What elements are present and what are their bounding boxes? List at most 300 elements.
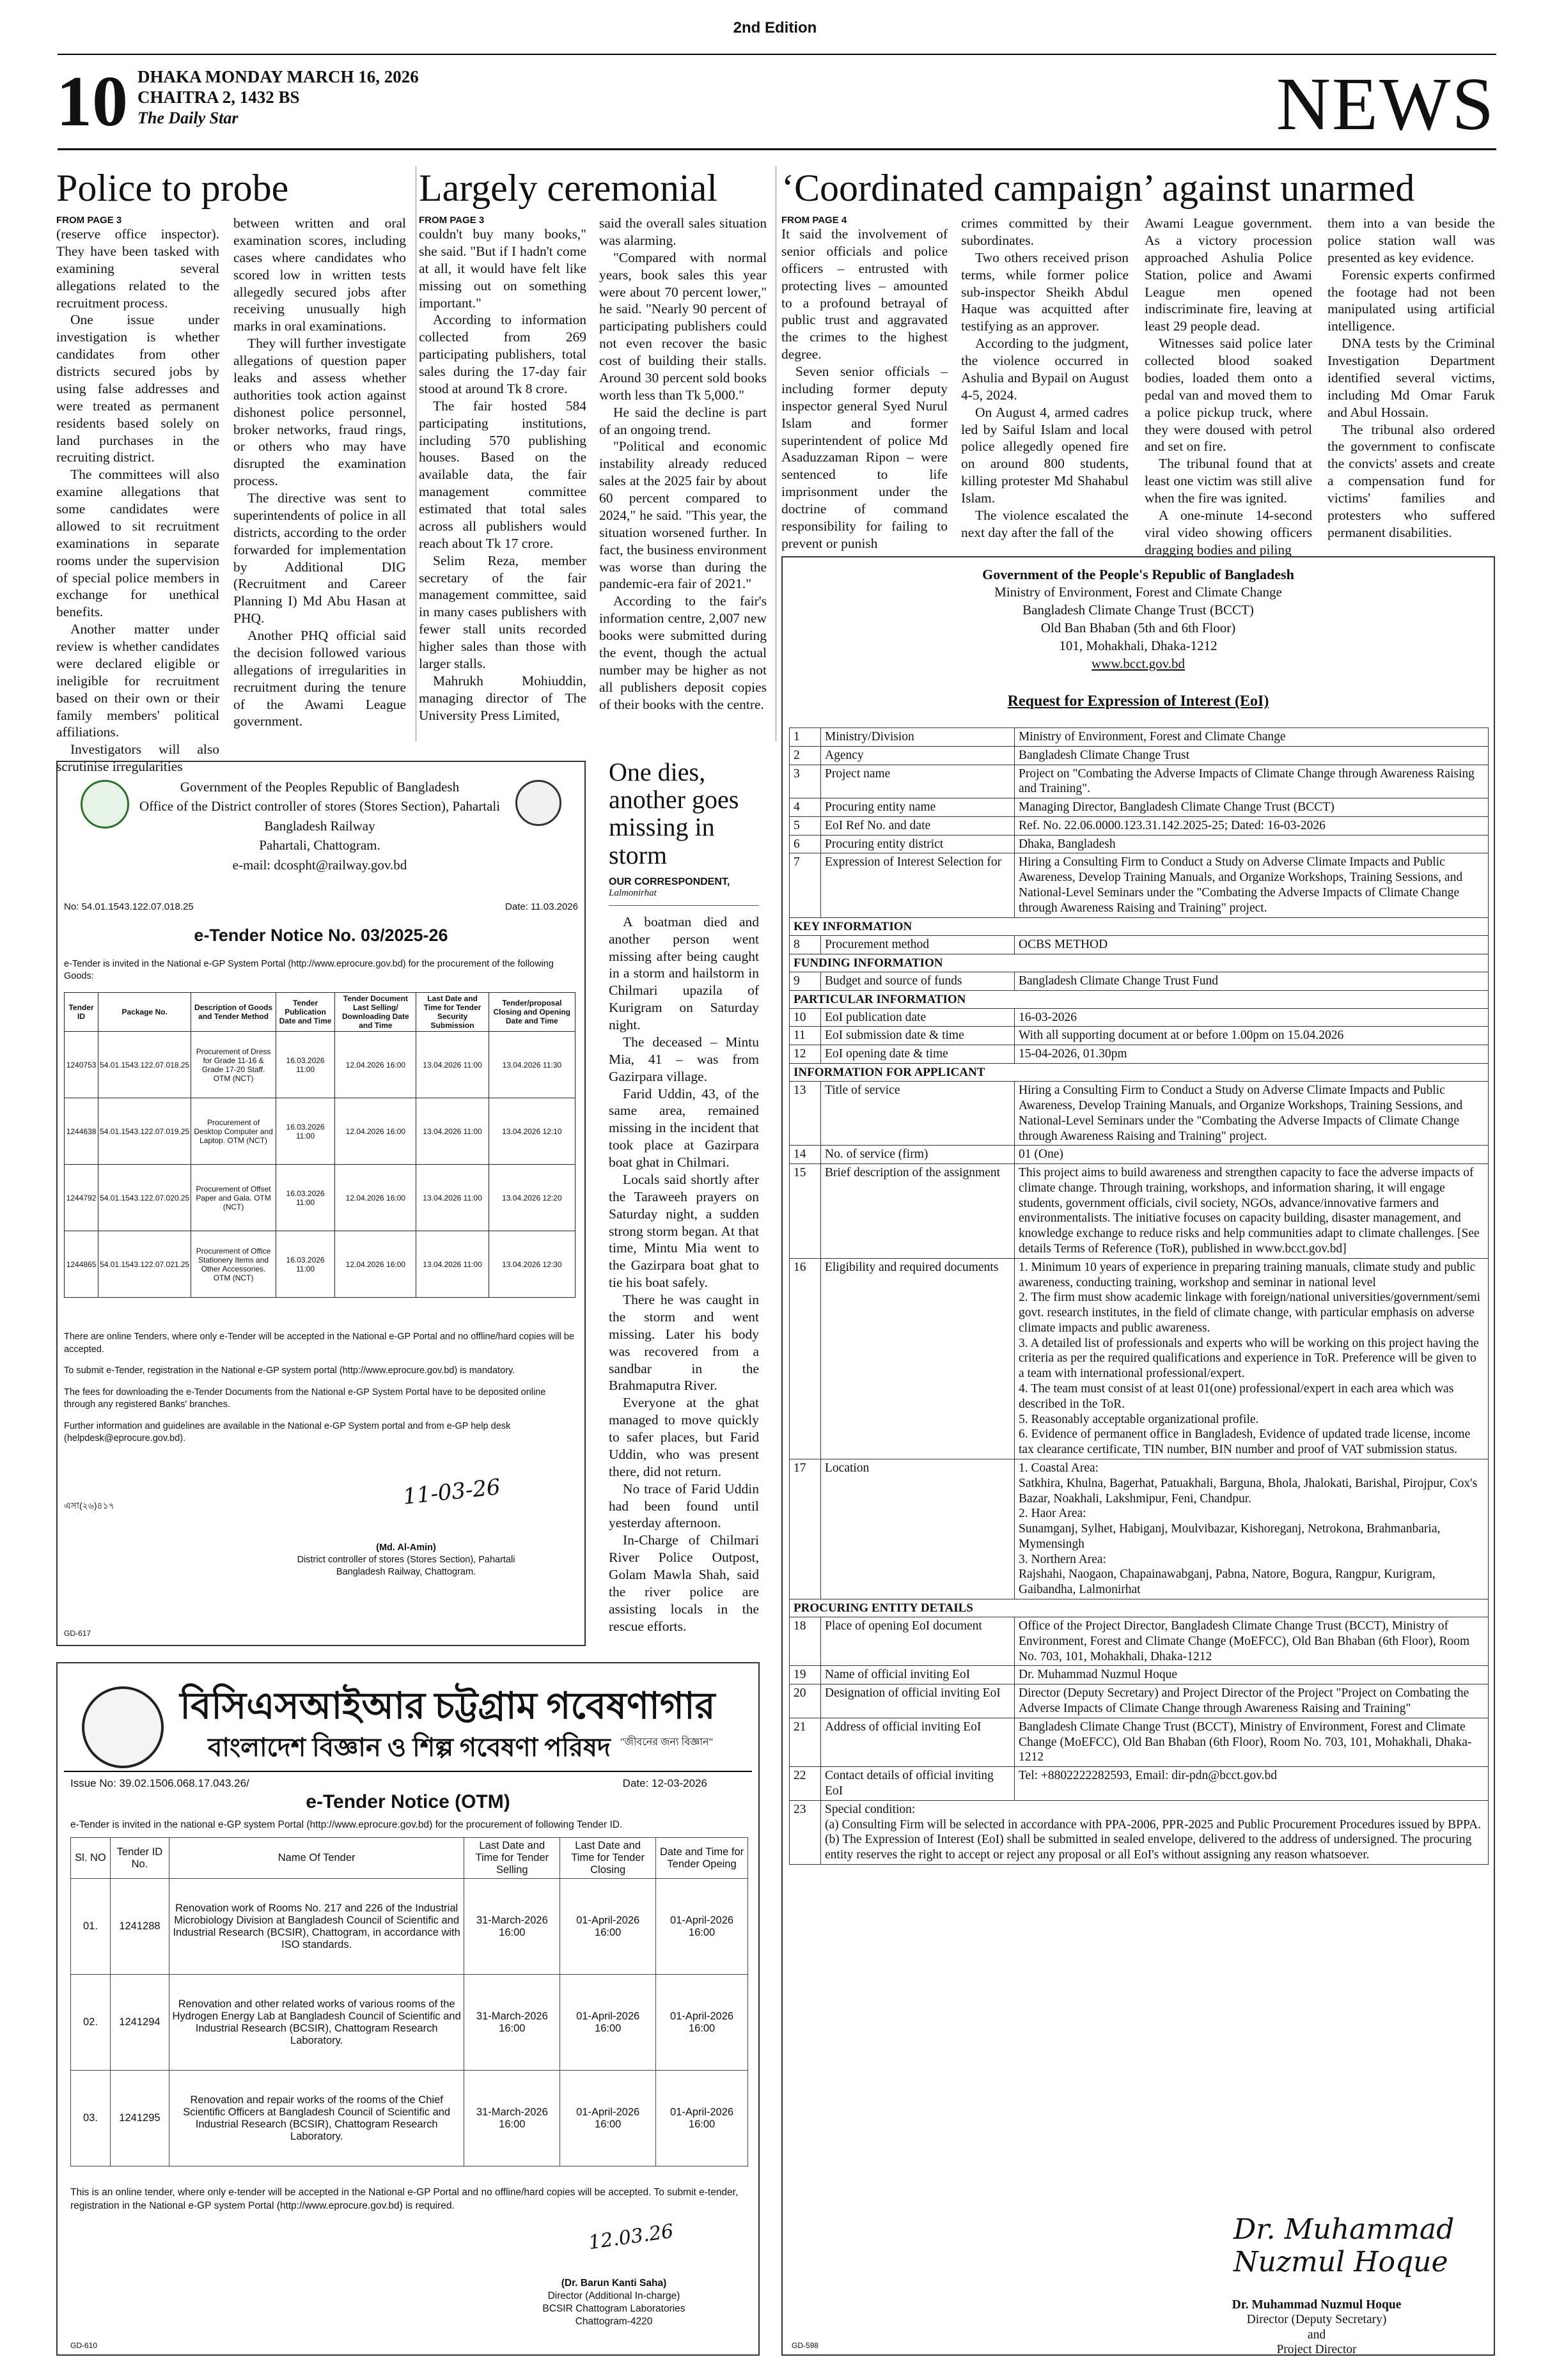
railway-note3: The fees for downloading the e-Tender Documents from the National e-GP System Portal have to be deposited online through any registered Banks' branches.: [64, 1387, 546, 1410]
railway-ad-header: [128, 777, 512, 875]
row-label: Procuring entity name: [821, 798, 1015, 817]
railway-note4: Further information and guidelines are available in the National e-GP System portal and from e-GP help desk (helpdesk@eprocure.gov.bd).: [64, 1420, 511, 1444]
railway-signatory-name: (Md. Al-Amin): [376, 1543, 436, 1553]
row-label: Ministry/Division: [821, 728, 1015, 747]
row-number: 5: [790, 816, 821, 835]
row-value: Office of the Project Director, Bangladesh Climate Change Trust (BCCT), Ministry of Environment, Forest and Climate Change (MoEFCC), Old Ban Bhaban (6th Floor), Room No. 703, 101, Mohakhali, Dhaka-1212: [1015, 1617, 1489, 1666]
bcsir-signature: 12.03.26: [587, 2220, 675, 2255]
paragraph: A one-minute 14-second viral video showing officers dragging bodies and piling: [1145, 507, 1312, 557]
row-number: 19: [790, 1666, 821, 1684]
paragraph: The violence escalated the next day after the fall of the: [961, 507, 1129, 540]
paragraph: On August 4, armed cadres led by Saiful Islam and local police allegedly opened fire on around 800 students, killing protester Md Shahabul Islam.: [961, 404, 1129, 506]
bangla-date-line: CHAITRA 2, 1432 BS: [137, 88, 300, 107]
table-cell: 1241294: [110, 1975, 169, 2071]
table-header-row: [71, 1838, 748, 1879]
story1-col1: [56, 215, 219, 775]
table-cell: 13.04.2026 11:00: [416, 1231, 489, 1298]
paragraph: Investigators will also scrutinise irregularities: [56, 742, 219, 775]
table-header-cell: Description of Goods and Tender Method: [191, 993, 276, 1032]
table-row: [790, 972, 1489, 990]
row-number: 11: [790, 1027, 821, 1045]
row-label: Project name: [821, 765, 1015, 798]
section-header-row: [790, 990, 1489, 1008]
railway-head3: Bangladesh Railway: [264, 818, 375, 834]
row-label: Place of opening EoI document: [821, 1617, 1015, 1666]
section-header: KEY INFORMATION: [790, 917, 1489, 935]
paragraph: According to the fair's information centre, 2,007 new books were submitted during the event, though the actual number may be higher as not all publishers deposit copies of their books with the centre.: [599, 593, 767, 712]
table-row: [790, 1800, 1489, 1864]
table-cell: 13.04.2026 11:00: [416, 1098, 489, 1165]
table-row: [790, 835, 1489, 853]
row-label: Address of official inviting EoI: [821, 1718, 1015, 1766]
bcsir-issue-no: Issue No: 39.02.1506.068.17.043.26/: [70, 1777, 249, 1789]
table-cell: 03.: [71, 2071, 111, 2166]
table-row: [790, 765, 1489, 798]
table-cell: 16.03.2026 11:00: [276, 1032, 334, 1098]
section-header: PARTICULAR INFORMATION: [790, 990, 1489, 1008]
list-line: Satkhira, Khulna, Bagerhat, Patuakhali, Barguna, Bhola, Jhalokati, Barishal, Pirojpur, Cox's Bazar, Noakhali, Lakshmipur, Feni, Chandpur.: [1019, 1476, 1478, 1505]
bcsir-rule: [64, 1771, 752, 1772]
table-cell: 13.04.2026 11:30: [489, 1032, 575, 1098]
bcsir-signatory-title3: Chattogram-4220: [575, 2316, 653, 2328]
section-header-row: [790, 1599, 1489, 1617]
bcsir-subtitle-bn: বাংলাদেশ বিজ্ঞান ও শিল্প গবেষণা পরিষদ: [208, 1733, 611, 1762]
table-header-cell: Tender Publication Date and Time: [276, 993, 334, 1032]
railway-signatory: [214, 1542, 598, 1578]
story4: [609, 758, 759, 1635]
railway-date: Date: 11.03.2026: [505, 901, 578, 912]
paragraph: No trace of Farid Uddin had been found until yesterday afternoon.: [609, 1481, 759, 1531]
eoi-gd-code: GD-598: [792, 2341, 819, 2350]
paragraph: Awami League government. As a victory procession approached Ashulia Police Station, police and Awami League men opened indiscriminate fire, leaving at least 29 people dead.: [1145, 215, 1312, 334]
condition-line: (b) The Expression of Interest (EoI) shall be submitted in sealed envelope, delivered to the address of undersigned. The procuring entity reserves the right to accept or reject any proposal or all EoI's without assigning any reason whatsoever.: [825, 1833, 1472, 1862]
list-line: Rajshahi, Naogaon, Chapainawabganj, Pabna, Natore, Bogura, Rangpur, Kurigram, Gaibandha, Lalmonirhat: [1019, 1567, 1436, 1597]
table-cell: Renovation and repair works of the rooms of the Chief Scientific Officers at Bangladesh Council of Scientific and Industrial Research (BCSIR), Chattogram Research Laboratory.: [169, 2071, 464, 2166]
table-cell: 1240753: [65, 1032, 98, 1098]
table-header-cell: Date and Time for Tender Opeing: [656, 1838, 748, 1879]
bcsir-gd-code: GD-610: [70, 2341, 98, 2350]
table-cell: 01-April-2026 16:00: [656, 1975, 748, 2071]
row-value: Dhaka, Bangladesh: [1015, 835, 1489, 853]
paragraph: Seven senior officials – including former deputy inspector general Syed Nurul Islam and former superintendent of police Md Asaduzzaman Ripon – were sentenced to life imprisonment under the doctrine of command responsibility for failing to prevent or punish: [781, 364, 948, 551]
story3-from: FROM PAGE 4: [781, 215, 847, 226]
railway-tender-ad: [56, 761, 586, 1646]
row-label: Eligibility and required documents: [821, 1258, 1015, 1459]
paragraph: In-Charge of Chilmari River Police Outpost, Golam Mawla Shah, said the river police are assisting locals in the rescue efforts.: [609, 1532, 759, 1634]
top-rule: [58, 54, 1496, 55]
paragraph: Witnesses said police later collected blood soaked bodies, loaded them onto a pedal van and moved them to a police pickup truck, where they were doused with petrol and set on fire.: [1145, 336, 1312, 455]
row-number: 18: [790, 1617, 821, 1666]
row-label: Title of service: [821, 1082, 1015, 1146]
bcsir-signatory: [467, 2277, 761, 2329]
paragraph: Selim Reza, member secretary of the fair management committee, said in many cases publishers with fewer stall units recorded higher sales than those with larger stalls.: [419, 552, 586, 671]
govt-emblem-icon: [81, 780, 129, 828]
railway-memo-no: No: 54.01.1543.122.07.018.25: [64, 901, 194, 912]
row-value: Bangladesh Climate Change Trust (BCCT), Ministry of Environment, Forest and Climate Change (MoEFCC), Old Ban Bhaban (6th Floor), Room No. 703, 101, Mohakhali, Dhaka-1212: [1015, 1718, 1489, 1766]
eoi-head4: Old Ban Bhaban (5th and 6th Floor): [1040, 620, 1236, 636]
row-value: Hiring a Consulting Firm to Conduct a Study on Adverse Climate Impacts and Public Awareness, Develop Training Manuals, and Organize Workshops, Training Sessions, and National-Level Seminars under the "Combating the Adverse Impacts of Climate Change through Awareness Raising and Training" project.: [1015, 853, 1489, 917]
table-header-cell: Last Date and Time for Tender Selling: [464, 1838, 560, 1879]
story3-col4-text: [1327, 215, 1495, 541]
paragraph: "Compared with normal years, book sales this year were about 70 percent lower," he said. "Nearly 90 percent of participating publishers could not even recover the basic cost of building their stalls. Around 30 percent sold books worth less than Tk 5,000.": [599, 249, 767, 403]
paragraph: Forensic experts confirmed the footage had not been manipulated using artificial intelligence.: [1327, 267, 1495, 334]
table-row: [790, 1146, 1489, 1164]
table-cell: 1244792: [65, 1165, 98, 1231]
table-cell: Procurement of Office Stationery Items and Other Accessories. OTM (NCT): [191, 1231, 276, 1298]
row-number: 20: [790, 1684, 821, 1718]
table-header-cell: Tender ID No.: [110, 1838, 169, 1879]
row-value: 01 (One): [1015, 1146, 1489, 1164]
section-header: FUNDING INFORMATION: [790, 954, 1489, 972]
table-row: [790, 1258, 1489, 1459]
railway-signatory-title2: Bangladesh Railway, Chattogram.: [336, 1566, 476, 1577]
row-label: Procuring entity district: [821, 835, 1015, 853]
row-number: 15: [790, 1164, 821, 1259]
table-row: [790, 1617, 1489, 1666]
table-row: [790, 1718, 1489, 1766]
bcsir-tender-title: e-Tender Notice (OTM): [306, 1791, 510, 1812]
section-header-row: [790, 1064, 1489, 1082]
eoi-header: [783, 565, 1494, 673]
story4-dateline: Lalmonirhat: [609, 887, 657, 898]
table-row: [790, 798, 1489, 817]
eoi-head3: Bangladesh Climate Change Trust (BCCT): [1022, 602, 1254, 618]
table-row: [65, 1165, 575, 1231]
table-row: [65, 1098, 575, 1165]
table-row: [65, 1032, 575, 1098]
paragraph: It said the involvement of senior officials and police officers – entrusted with protecting lives – amounted to a profound betrayal of public trust and aggravated the crimes to the highest degree.: [781, 226, 948, 362]
paragraph: between written and oral examination scores, including cases where candidates who scored low in written tests allegedly secured jobs after receiving unusually high marks in oral examinations.: [233, 215, 406, 334]
eoi-head5: 101, Mohakhali, Dhaka-1212: [1059, 638, 1217, 654]
railway-intro: e-Tender is invited in the National e-GP System Portal (http://www.eprocure.gov.bd) for the procurement of the following Goods:: [64, 959, 554, 981]
row-value: OCBS METHOD: [1015, 935, 1489, 954]
paragraph: They will further investigate allegations of question paper leaks and assess whether authorities took action against dishonest police personnel, broker networks, fraud rings, or others who may have disrupted the examination process.: [233, 336, 406, 489]
row-value: Director (Deputy Secretary) and Project Director of the Project "Project on Combating the Adverse Impacts of Climate Change through Awareness Raising and Training": [1015, 1684, 1489, 1718]
condition-line: (a) Consulting Firm will be selected in accordance with PPA-2006, PPR-2025 and Public Procurement Procedures issued by BPPA.: [825, 1817, 1481, 1832]
table-header-cell: Package No.: [98, 993, 191, 1032]
table-cell: 31-March-2026 16:00: [464, 1879, 560, 1975]
table-cell: 13.04.2026 12:30: [489, 1231, 575, 1298]
paragraph: Two others received prison terms, while former police sub-inspector Sheikh Abdul Haque was acquitted after testifying as an approver.: [961, 249, 1129, 334]
paper-name: The Daily Star: [137, 108, 239, 127]
story3-headline: ‘Coordinated campaign’ against unarmed: [781, 167, 1415, 209]
table-cell: Renovation work of Rooms No. 217 and 226 of the Industrial Microbiology Division at Bangladesh Council of Scientific and Industrial Research (BCSIR), Chattogram, in accordance with ISO standards.: [169, 1879, 464, 1975]
railway-tender-title: e-Tender Notice No. 03/2025-26: [194, 926, 448, 945]
railway-notes: [64, 1331, 575, 1445]
row-value: Bangladesh Climate Change Trust Fund: [1015, 972, 1489, 990]
paragraph: The committees will also examine allegations that some candidates were allowed to sit recruitment examinations in separate rooms under the supervision of special police members in exchange for unethical benefits.: [56, 467, 219, 620]
paragraph: them into a van beside the police station wall was presented as key evidence.: [1327, 215, 1495, 265]
section-header: INFORMATION FOR APPLICANT: [790, 1064, 1489, 1082]
masthead-rule: [58, 148, 1496, 150]
row-number: 8: [790, 935, 821, 954]
table-cell: 16.03.2026 11:00: [276, 1231, 334, 1298]
row-label: EoI submission date & time: [821, 1027, 1015, 1045]
story4-rule: [609, 905, 759, 906]
list-line: Sunamganj, Sylhet, Habiganj, Moulvibazar, Kishoreganj, Netrokona, Brahmanbaria, Mymensingh: [1019, 1522, 1441, 1551]
eoi-website-link[interactable]: www.bcct.gov.bd: [1092, 655, 1185, 671]
row-number: 22: [790, 1767, 821, 1801]
table-cell: 01-April-2026 16:00: [656, 1879, 748, 1975]
bcsir-date: Date: 12-03-2026: [622, 1777, 707, 1789]
table-row: [790, 746, 1489, 765]
condition-line: Special condition:: [825, 1802, 916, 1816]
eoi-signatory-name: Dr. Muhammad Nuzmul Hoque: [1232, 2298, 1402, 2312]
row-label: Designation of official inviting EoI: [821, 1684, 1015, 1718]
table-row: [65, 1231, 575, 1298]
table-cell: 01-April-2026 16:00: [560, 2071, 656, 2166]
table-header-cell: Last Date and Time for Tender Closing: [560, 1838, 656, 1879]
list-line: 6. Evidence of permanent office in Bangladesh, Evidence of updated trade license, income tax clearance certificate, TIN number, BIN number and proof of VAT submission status.: [1019, 1427, 1471, 1457]
bcsir-title-bn: বিসিএসআইআর চট্টগ্রাম গবেষণাগার: [180, 1685, 716, 1727]
table-header-cell: Name Of Tender: [169, 1838, 464, 1879]
list-line: 2. The firm must show academic linkage with foreign/national universities/government/semi govt. research institutes, in the field of climate change, with particular emphasis on adverse climate impacts and public awareness.: [1019, 1291, 1481, 1335]
paragraph: The tribunal found that at least one victim was still alive when the fire was ignited.: [1145, 456, 1312, 506]
table-cell: 13.04.2026 12:10: [489, 1098, 575, 1165]
section-title: NEWS: [1276, 62, 1495, 146]
edition-label: 2nd Edition: [733, 19, 817, 36]
table-cell: 31-March-2026 16:00: [464, 2071, 560, 2166]
row-label: EoI Ref No. and date: [821, 816, 1015, 835]
paragraph: Locals said shortly after the Taraweeh prayers on Saturday night, a sudden strong storm began. At that time, Mintu Mia went to the Gazirpara boat ghat to tie his boat safely.: [609, 1171, 759, 1291]
story1-headline: Police to probe: [56, 167, 289, 209]
row-value: Bangladesh Climate Change Trust: [1015, 746, 1489, 765]
story1-col2-text: [233, 215, 406, 730]
paragraph: The directive was sent to superintendents of police in all districts, according to the order forwarded for implementation by Additional DIG (Recruitment and Career Planning I) Md Abu Hasan at PHQ.: [233, 490, 406, 626]
story3-col1: [781, 215, 948, 552]
bcsir-signatory-title2: BCSIR Chattogram Laboratories: [542, 2303, 685, 2315]
story2-headline: Largely ceremonial: [419, 167, 717, 209]
railway-tender-table: [64, 992, 575, 1298]
row-number: 21: [790, 1718, 821, 1766]
table-row: [790, 1027, 1489, 1045]
bcsir-footer-note: This is an online tender, where only e-tender will be accepted in the National e-GP Portal and no offline/hard copies will be accepted. To submit e-tender, registration in the National e-GP system Portal (http://www.eprocure.gov.bd) is required.: [70, 2187, 739, 2211]
date-line: DHAKA MONDAY MARCH 16, 2026: [137, 67, 419, 86]
table-cell: 54.01.1543.122.07.018.25: [98, 1032, 191, 1098]
table-row: [71, 2071, 748, 2166]
bcsir-signatory-title1: Director (Additional In-charge): [547, 2291, 680, 2302]
bcsir-motto-bn: "জীবনের জন্য বিজ্ঞান": [620, 1737, 714, 1748]
paragraph: Another PHQ official said the decision followed various allegations of irregularities in recruitment during the tenure of the Awami League government.: [233, 628, 406, 729]
railway-gd-code: GD-617: [64, 1629, 91, 1638]
railway-ref-code: এসা(২৬)৪১৭: [64, 1500, 114, 1511]
story4-headline: One dies, another goes missing in storm: [609, 758, 739, 869]
table-cell: 13.04.2026 11:00: [416, 1165, 489, 1231]
paragraph: One issue under investigation is whether candidates from other districts secured jobs by using false addresses and were treated as permanent residents based solely on land purchases in the recruiting district.: [56, 312, 219, 465]
row-value: Managing Director, Bangladesh Climate Change Trust (BCCT): [1015, 798, 1489, 817]
row-label: Name of official inviting EoI: [821, 1666, 1015, 1684]
table-cell: 12.04.2026 16:00: [335, 1032, 416, 1098]
row-label: EoI opening date & time: [821, 1045, 1015, 1064]
table-cell: 12.04.2026 16:00: [335, 1165, 416, 1231]
row-number: 13: [790, 1082, 821, 1146]
eoi-head1: Government of the People's Republic of Bangladesh: [982, 566, 1294, 582]
table-row: [71, 1879, 748, 1975]
row-label: Budget and source of funds: [821, 972, 1015, 990]
row-label: EoI publication date: [821, 1008, 1015, 1027]
row-label: Agency: [821, 746, 1015, 765]
table-cell: 1241288: [110, 1879, 169, 1975]
paragraph: The deceased – Mintu Mia, 41 – was from Gazirpara village.: [609, 1034, 759, 1084]
row-value: Project on "Combating the Adverse Impacts of Climate Change through Awareness Raising and Training".: [1015, 765, 1489, 798]
paragraph: "Political and economic instability already reduced sales at the 2025 fair by about 60 percent compared to 2024," he said. "This year, the situation worsened further. In fact, the business environment was worse than during the pandemic-era fair of 2021.": [599, 439, 767, 592]
table-header-cell: Tender ID: [65, 993, 98, 1032]
list-line: 5. Reasonably acceptable organizational profile.: [1019, 1412, 1259, 1426]
table-cell: 01.: [71, 1879, 111, 1975]
table-row: [790, 1045, 1489, 1064]
row-number: 10: [790, 1008, 821, 1027]
row-value: With all supporting document at or before 1.00pm on 15.04.2026: [1015, 1027, 1489, 1045]
row-value: Tel: +8802222282593, Email: dir-pdn@bcct.gov.bd: [1015, 1767, 1489, 1801]
table-row: [790, 1008, 1489, 1027]
paragraph: Everyone at the ghat managed to move quickly to safer places, but Farid Uddin, who was present there, did not return.: [609, 1395, 759, 1479]
bcsir-signatory-name: (Dr. Barun Kanti Saha): [561, 2278, 667, 2289]
row-value: Hiring a Consulting Firm to Conduct a Study on Adverse Climate Impacts and Public Awareness, Develop Training Manuals, and Organize Workshops, Training Sessions, and National-Level Seminars under the "Combating the Adverse Impacts of Climate Change through Awareness Raising and Training" project.: [1015, 1082, 1489, 1146]
table-row: [71, 1975, 748, 2071]
list-line: 3. Northern Area:: [1019, 1552, 1106, 1566]
section-header-row: [790, 954, 1489, 972]
row-value: 16-03-2026: [1015, 1008, 1489, 1027]
table-header-row: [65, 993, 575, 1032]
paragraph: said the overall sales situation was alarming.: [599, 215, 767, 248]
row-label: Brief description of the assignment: [821, 1164, 1015, 1259]
story3-col1-text: [781, 226, 948, 552]
table-cell: 13.04.2026 12:20: [489, 1165, 575, 1231]
paragraph: (reserve office inspector). They have been tasked with examining several allegations related to the recruitment process.: [56, 226, 219, 311]
paragraph: Another matter under review is whether candidates were declared eligible or ineligible for recruitment based on their own or their family members' political affiliations.: [56, 621, 219, 740]
eoi-table: [789, 727, 1489, 1865]
row-value: This project aims to build awareness and strengthen capacity to face the adverse impacts of climate change. Through training, workshops, and information sharing, it will engage students, government officials, civil society, NGOs, advance/innovative farmers and environmentalists. The initiative focuses on capacity building, disaster management, and knowledge exchange to reduce risks and help communities adapt to climate challenges. [See details Terms of Reference (ToR), published in www.bcct.gov.bd]: [1015, 1164, 1489, 1259]
table-cell: 01-April-2026 16:00: [656, 2071, 748, 2166]
list-line: 4. The team must consist of at least 01(one) professional/expert in each area which was described in the ToR.: [1019, 1382, 1454, 1411]
eoi-signatory-title1: Director (Deputy Secretary): [1246, 2313, 1387, 2327]
paragraph: There he was caught in the storm and went missing. Later his body was recovered from a sandbar in the Brahmaputra River.: [609, 1292, 759, 1394]
story2-col1: [419, 215, 586, 724]
row-value: [1015, 1459, 1489, 1599]
table-row: [790, 1164, 1489, 1259]
row-number: 14: [790, 1146, 821, 1164]
paragraph: Farid Uddin, 43, of the same area, remained missing in the incident that took place at Gazirpara boat ghat in Chilmari.: [609, 1085, 759, 1170]
table-header-cell: Sl. NO: [71, 1838, 111, 1879]
bcsir-tender-ad: [56, 1662, 760, 2356]
list-line: 2. Haor Area:: [1019, 1507, 1086, 1521]
special-condition: [821, 1800, 1489, 1864]
railway-head4: Pahartali, Chattogram.: [259, 837, 380, 853]
row-number: 16: [790, 1258, 821, 1459]
row-number: 3: [790, 765, 821, 798]
table-header-cell: Tender/proposal Closing and Opening Date and Time: [489, 993, 575, 1032]
table-header-cell: Tender Document Last Selling/ Downloading Date and Time: [335, 993, 416, 1032]
table-cell: 1241295: [110, 2071, 169, 2166]
table-cell: 1244638: [65, 1098, 98, 1165]
table-cell: Renovation and other related works of various rooms of the Hydrogen Energy Lab at Bangladesh Council of Scientific and Industrial Research (BCSIR), Chattogram Research Laboratory.: [169, 1975, 464, 2071]
row-value: Ref. No. 22.06.0000.123.31.142.2025-25; Dated: 16-03-2026: [1015, 816, 1489, 835]
story2-from: FROM PAGE 3: [419, 215, 485, 226]
railway-head1: Government of the Peoples Republic of Bangladesh: [180, 779, 460, 795]
table-row: [790, 1684, 1489, 1718]
table-row: [790, 935, 1489, 954]
row-label: Contact details of official inviting EoI: [821, 1767, 1015, 1801]
row-value: 15-04-2026, 01.30pm: [1015, 1045, 1489, 1064]
table-cell: 01-April-2026 16:00: [560, 1975, 656, 2071]
eoi-title: Request for Expression of Interest (EoI): [1007, 693, 1269, 710]
eoi-signature: Dr. Muhammad Nuzmul Hoque: [1233, 2213, 1455, 2278]
table-cell: 02.: [71, 1975, 111, 2071]
table-cell: 12.04.2026 16:00: [335, 1231, 416, 1298]
row-label: Expression of Interest Selection for: [821, 853, 1015, 917]
railway-logo-icon: [515, 780, 561, 826]
story2-col1-text: [419, 226, 586, 724]
row-number: 12: [790, 1045, 821, 1064]
list-line: 1. Minimum 10 years of experience in preparing training manuals, climate study and public awareness, conducting training, workshop and seminar in national level: [1019, 1260, 1476, 1289]
bcsir-intro: e-Tender is invited in the national e-GP system Portal (http://www.eprocure.gov.bd) for the procurement of following Tender ID.: [70, 1819, 623, 1830]
masthead-dateline: [137, 66, 419, 128]
list-line: 1. Coastal Area:: [1019, 1461, 1099, 1475]
table-row: [790, 1767, 1489, 1801]
row-number: 1: [790, 728, 821, 747]
railway-head2: Office of the District controller of stores (Stores Section), Pahartali: [139, 798, 501, 814]
row-value: [1015, 1258, 1489, 1459]
list-line: 3. A detailed list of professionals and experts who will be working on this project having the criteria as per the required qualifications and experience in ToR. Preference will be given to a team with international professional/expert.: [1019, 1336, 1479, 1381]
paragraph: couldn't buy many books," she said. "But if I hadn't come at all, it would have felt like missing out on something important.": [419, 226, 586, 311]
story1-from: FROM PAGE 3: [56, 215, 122, 226]
story3-col2-text: [961, 215, 1129, 541]
table-cell: 54.01.1543.122.07.021.25: [98, 1231, 191, 1298]
row-value: Dr. Muhammad Nuzmul Hoque: [1015, 1666, 1489, 1684]
paragraph: He said the decline is part of an ongoing trend.: [599, 404, 767, 437]
story4-byline: OUR CORRESPONDENT,: [609, 876, 730, 887]
paragraph: A boatman died and another person went missing after being caught in a storm and hailstorm in Chilmari upazila of Kurigram on Saturday night.: [609, 914, 759, 1032]
row-number: 17: [790, 1459, 821, 1599]
table-cell: 13.04.2026 11:00: [416, 1032, 489, 1098]
table-cell: 54.01.1543.122.07.019.25: [98, 1098, 191, 1165]
story4-text: [609, 914, 759, 1635]
page-number: 10: [56, 62, 128, 141]
table-cell: Procurement of Offset Paper and Gala. OTM (NCT): [191, 1165, 276, 1231]
table-row: [790, 728, 1489, 747]
paragraph: According to the judgment, the violence occurred in Ashulia and Bypail on August 4-5, 2024.: [961, 336, 1129, 403]
table-cell: Procurement of Desktop Computer and Laptop. OTM (NCT): [191, 1098, 276, 1165]
table-row: [790, 1459, 1489, 1599]
table-cell: 31-March-2026 16:00: [464, 1975, 560, 2071]
table-cell: 01-April-2026 16:00: [560, 1879, 656, 1975]
story1-col1-text: [56, 226, 219, 775]
row-number: 23: [790, 1800, 821, 1864]
row-number: 2: [790, 746, 821, 765]
table-cell: Procurement of Dress for Grade 11-16 & Grade 17-20 Staff. OTM (NCT): [191, 1032, 276, 1098]
table-row: [790, 816, 1489, 835]
railway-note1: There are online Tenders, where only e-Tender will be accepted in the National e-GP Portal and no offline/hard copies will be accepted.: [64, 1332, 574, 1355]
table-cell: 1244865: [65, 1231, 98, 1298]
table-cell: 12.04.2026 16:00: [335, 1098, 416, 1165]
table-cell: 54.01.1543.122.07.020.25: [98, 1165, 191, 1231]
table-row: [790, 853, 1489, 917]
railway-signature: 11-03-26: [402, 1474, 502, 1510]
paragraph: According to information collected from 269 participating publishers, total sales during the 17-day fair stood at around Tk 8 crore.: [419, 312, 586, 396]
table-row: [790, 1666, 1489, 1684]
story3-col3-text: [1145, 215, 1312, 559]
paragraph: DNA tests by the Criminal Investigation Department identified several victims, including Md Omar Faruk and Abul Hossain.: [1327, 336, 1495, 420]
table-cell: 16.03.2026 11:00: [276, 1165, 334, 1231]
eoi-signatory-title2: and: [1307, 2328, 1326, 2342]
bcct-eoi-ad: [781, 556, 1495, 2356]
paragraph: The fair hosted 584 participating institutions, including 570 publishing houses. Based on the available data, the fair management committee estimated that total sales across all publishers would reach about Tk 17 crore.: [419, 398, 586, 551]
paragraph: The tribunal also ordered the government to confiscate the convicts' assets and create a compensation fund for victims' families and protesters who suffered permanent disabilities.: [1327, 421, 1495, 540]
paragraph: crimes committed by their subordinates.: [961, 215, 1129, 248]
story2-col2-text: [599, 215, 767, 713]
railway-signatory-title1: District controller of stores (Stores Section), Pahartali: [297, 1554, 515, 1565]
row-number: 6: [790, 835, 821, 853]
